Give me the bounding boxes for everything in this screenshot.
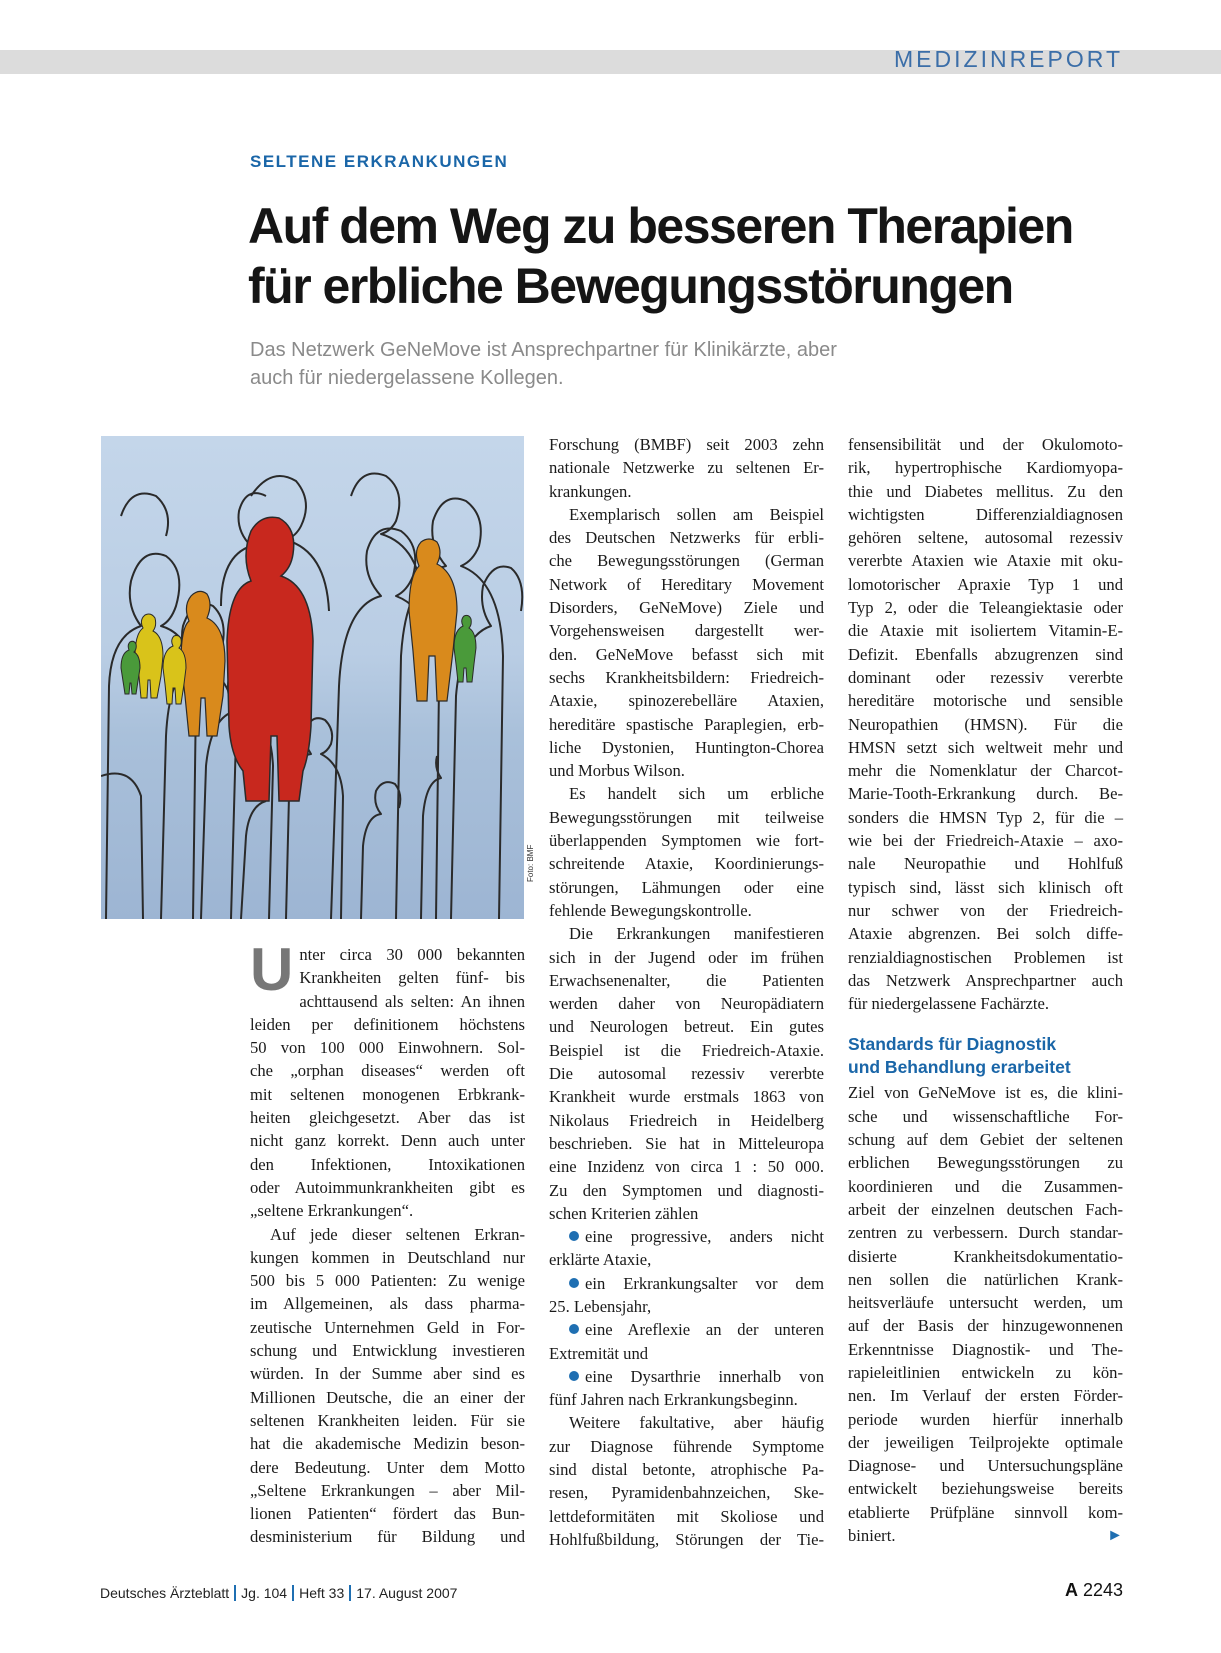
text-line: leiden per definitionem höchstens <box>250 1014 525 1034</box>
text-line: und Neurologen betreut. Ein gutes <box>549 1017 824 1037</box>
text-line: sche und wissenschaftliche For- <box>848 1106 1123 1126</box>
article-column-3 <box>848 433 1123 1547</box>
text-line: nter circa 30 000 bekannten <box>299 945 525 964</box>
text-line: lettdeformitäten mit Skoliose und <box>549 1506 824 1526</box>
text-line: Millionen Deutsche, die an einer der <box>250 1387 525 1407</box>
text-line: der jeweiligen Teilprojekte optimale <box>848 1432 1123 1452</box>
page-number <box>1065 1580 1123 1601</box>
text-line: Weitere fakultative, aber häufig <box>569 1413 824 1433</box>
headline-line-2: für erbliche Bewegungsstörungen <box>248 258 1013 314</box>
text-line: schung auf dem Gebiet der seltenen <box>848 1130 1123 1150</box>
text-line: hereditäre motorische und sensible <box>848 691 1123 711</box>
text-line: hereditäre spastische Paraplegien, erb- <box>549 714 824 734</box>
text-line: oder Autoimmunkrankheiten gibt es <box>250 1177 525 1197</box>
text-line: Vorgehensweisen dargestellt wer- <box>549 621 824 641</box>
lead-line-1: Das Netzwerk GeNeMove ist Ansprechpartner für Klinikärzte, aber <box>250 339 837 361</box>
text-line: Diagnose- und Untersuchungspläne <box>848 1456 1123 1476</box>
text-line: Exemplarisch sollen am Beispiel <box>569 504 824 524</box>
section-heading-line-2: und Behandlung erarbeitet <box>848 1057 1071 1078</box>
text-line: den. GeNeMove befasst sich mit <box>549 644 824 664</box>
text-line: Ataxie, spinozerebelläre Ataxien, <box>549 691 824 711</box>
text-line: Nikolaus Friedreich in Heidelberg <box>549 1110 824 1130</box>
text-line: den Infektionen, Intoxikationen <box>250 1154 525 1174</box>
text-line: Forschung (BMBF) seit 2003 zehn <box>549 435 824 454</box>
text-line: HMSN setzt sich weltweit mehr und <box>848 737 1123 757</box>
text-line: Hohlfußbildung, Störungen der Tie- <box>549 1529 824 1549</box>
text-line: „seltene Erkrankungen“. <box>250 1201 414 1221</box>
paragraph <box>549 922 824 1225</box>
text-line: Ziel von GeNeMove ist es, die klini- <box>848 1083 1123 1103</box>
text-line: heiten gleichgesetzt. Aber das ist <box>250 1108 525 1128</box>
text-line: die Ataxie mit isoliertem Vitamin-E- <box>848 621 1123 641</box>
text-line: Erkenntnisse Diagnostik- und The- <box>848 1339 1123 1359</box>
text-line: seltenen Krankheiten leiden. Für sie <box>250 1410 525 1430</box>
text-line: eine Inzidenz von circa 1 : 50 000. <box>549 1157 824 1177</box>
text-line: periode wurden hierfür innerhalb <box>848 1409 1123 1429</box>
text-line: mehr die Nomenklatur der Charcot- <box>848 761 1123 781</box>
text-line: zur Diagnose führende Symptome <box>549 1436 824 1456</box>
text-line: sechs Krankheitsbildern: Friedreich- <box>549 667 824 687</box>
section-heading <box>848 1033 1123 1079</box>
text-line: würden. In der Summe aber sind es <box>250 1364 525 1384</box>
text-line: Zu den Symptomen und diagnosti- <box>549 1180 824 1200</box>
text-line: nationale Netzwerke zu seltenen Er- <box>549 458 824 478</box>
text-line: typisch sind, lässt sich klinisch oft <box>848 877 1123 897</box>
text-line: che „orphan diseases“ werden oft <box>250 1061 525 1081</box>
text-line: Marie-Tooth-Erkrankung durch. Be- <box>848 784 1123 804</box>
text-line: fensensibilität und der Okulomoto- <box>848 435 1123 454</box>
text-line: desministerium für Bildung und <box>250 1527 525 1547</box>
footer-separator <box>292 1585 294 1601</box>
text-line: Disorders, GeNeMove) Ziele und <box>549 598 824 618</box>
headline-line-1: Auf dem Weg zu besseren Therapien <box>248 198 1073 254</box>
text-line: Network of Hereditary Movement <box>549 574 824 594</box>
bullet-icon <box>569 1324 579 1334</box>
text-line: sonders die HMSN Typ 2, für die – <box>848 807 1123 827</box>
paragraph <box>549 782 824 922</box>
text-line: resen, Pyramidenbahnzeichen, Ske- <box>549 1483 824 1503</box>
paragraph <box>549 503 824 783</box>
journal-name: Deutsches Ärzteblatt <box>100 1585 230 1601</box>
article-headline <box>248 196 1148 316</box>
text-line: heitsverläufe untersucht werden, um <box>848 1293 1123 1313</box>
section-label: MEDIZINREPORT <box>894 46 1123 72</box>
photo-credit: Foto: BMF <box>526 844 535 882</box>
text-line: entwickelt beziehungsweise bereits <box>848 1479 1123 1499</box>
list-item: ein Erkrankungsalter vor dem <box>549 1272 824 1295</box>
journal-volume: Jg. 104 <box>241 1585 288 1601</box>
article-illustration <box>101 436 524 919</box>
text-line: rapieleitlinien entwickeln zu kön- <box>848 1362 1123 1382</box>
text-line: und Morbus Wilson. <box>549 761 685 781</box>
text-line: hat die akademische Medizin beson- <box>250 1434 525 1454</box>
text-line: nale Neuropathie und Hohlfuß <box>848 854 1123 874</box>
text-line: das Netzwerk Ansprechpartner auch <box>848 970 1123 990</box>
text-line: sich in der Jugend oder im frühen <box>549 947 824 967</box>
crowd-illustration <box>101 436 524 919</box>
footer-separator <box>234 1585 236 1601</box>
text-line: Die Erkrankungen manifestieren <box>569 924 824 944</box>
text-line: wichtigsten Differenzialdiagnosen <box>848 504 1123 524</box>
text-line: mit seltenen monogenen Erbkrank- <box>250 1084 525 1104</box>
section-heading-line-1: Standards für Diagnostik <box>848 1034 1057 1055</box>
text-line: Neuropathien (HMSN). Für die <box>848 714 1123 734</box>
text-line: Krankheiten gelten fünf- bis <box>299 968 525 988</box>
paragraph <box>848 433 1123 1015</box>
text-line: liche Dystonien, Huntington-Chorea <box>549 737 824 757</box>
paragraph <box>549 1411 824 1551</box>
page-footer <box>100 1585 457 1601</box>
text-line: disierte Krankheitsdokumentatio- <box>848 1246 1123 1266</box>
text-line: schung und Entwicklung investieren <box>250 1341 525 1361</box>
list-item: eine Dysarthrie innerhalb von <box>549 1365 824 1388</box>
text-line: nen. Im Verlauf der ersten Förder- <box>848 1386 1123 1406</box>
text-line: Auf jede dieser seltenen Erkran- <box>270 1224 525 1244</box>
text-line: auf der Basis der hinzugewonnenen <box>848 1316 1123 1336</box>
text-line: schreitende Ataxie, Koordinierungs- <box>549 854 824 874</box>
journal-date: 17. August 2007 <box>356 1585 458 1601</box>
text-line: erklärte Ataxie, <box>549 1250 652 1270</box>
article-column-2 <box>549 433 824 1551</box>
text-line: 25. Lebensjahr, <box>549 1296 652 1316</box>
text-line: überlappenden Symptomen wie fort- <box>549 831 824 851</box>
text-line: fehlende Bewegungskontrolle. <box>549 900 752 920</box>
text-line: Bewegungsstörungen mit teilweise <box>549 807 824 827</box>
text-line: werden daher von Neuropädiatern <box>549 994 824 1014</box>
text-line: störungen, Lähmungen oder eine <box>549 877 824 897</box>
text-line: lionen Patienten“ fördert das Bun- <box>250 1504 525 1524</box>
text-line: sind distal betonte, atrophische Pa- <box>549 1460 824 1480</box>
text-line: fünf Jahren nach Erkrankungsbeginn. <box>549 1390 798 1410</box>
text-line: kungen kommen in Deutschland nur <box>250 1247 525 1267</box>
yellow-figures <box>135 614 186 704</box>
bullet-icon <box>569 1231 579 1241</box>
text-line: 50 von 100 000 Einwohnern. Sol- <box>250 1038 525 1058</box>
text-line: Ataxie abgrenzen. Bei solch diffe- <box>848 924 1123 944</box>
text-line: für niedergelassene Fachärzte. <box>848 994 1050 1014</box>
text-line: schen Kriterien zählen <box>549 1203 699 1223</box>
red-figure <box>227 517 313 801</box>
text-line: Typ 2, oder die Teleangiektasie oder <box>848 598 1123 618</box>
list-item: eine Areflexie an der unteren <box>549 1318 824 1341</box>
bullet-icon <box>569 1278 579 1288</box>
text-line: gehören seltene, autosomal rezessiv <box>848 528 1123 548</box>
text-line: erblichen Bewegungsstörungen zu <box>848 1153 1123 1173</box>
text-line: des Deutschen Netzwerks für erbli- <box>549 528 824 548</box>
text-line: renzialdiagnostischen Problemen ist <box>848 947 1123 967</box>
text-line: thie und Diabetes mellitus. Zu den <box>848 481 1123 501</box>
page-prefix: A <box>1064 1580 1078 1600</box>
text-line: nicht ganz korrekt. Denn auch unter <box>250 1131 525 1151</box>
continue-arrow-icon: ► <box>1107 1527 1123 1545</box>
text-line: nur schwer von der Friedreich- <box>848 900 1123 920</box>
footer-separator <box>349 1585 351 1601</box>
text-line: Defizit. Ebenfalls abzugrenzen sind <box>848 644 1123 664</box>
text-line: Die autosomal rezessiv vererbte <box>549 1064 824 1084</box>
text-line: Es handelt sich um erbliche <box>569 784 824 804</box>
page-number-value: 2243 <box>1082 1580 1123 1600</box>
text-line: beschrieben. Sie hat in Mitteleuropa <box>549 1133 824 1153</box>
text-line: dominant oder rezessiv vererbte <box>848 667 1123 687</box>
paragraph <box>549 433 824 503</box>
text-line: arbeit der einzelnen deutschen Fach- <box>848 1199 1123 1219</box>
text-line: che Bewegungsstörungen (German <box>549 551 824 571</box>
journal-issue: Heft 33 <box>299 1585 345 1601</box>
lead-line-2: auch für niedergelassene Kollegen. <box>250 367 564 389</box>
text-line: rik, hypertrophische Kardiomyopa- <box>848 458 1123 478</box>
text-line: 500 bis 5 000 Patienten: Zu wenige <box>250 1271 525 1291</box>
text-line: achttausend als selten: An ihnen <box>299 991 525 1011</box>
drop-cap: U <box>250 936 294 1003</box>
text-line: zentren zu verbessern. Durch standar- <box>848 1223 1123 1243</box>
text-line: Krankheit wurde erstmals 1863 von <box>549 1087 824 1107</box>
text-line: zeutische Unternehmen Geld in For- <box>250 1317 525 1337</box>
article-kicker: SELTENE ERKRANKUNGEN <box>250 152 509 171</box>
text-line: im Allgemeinen, als dass pharma- <box>250 1294 525 1314</box>
bullet-icon <box>569 1371 579 1381</box>
text-line: Erwachsenenalter, die Patienten <box>549 970 824 990</box>
text-line: wie bei der Friedreich-Ataxie – axo- <box>848 831 1123 851</box>
text-line: biniert. ► <box>848 1524 1123 1547</box>
text-line: vererbte Ataxien wie Ataxie mit oku- <box>848 551 1123 571</box>
text-line: Beispiel ist die Friedreich-Ataxie. <box>549 1040 824 1060</box>
paragraph <box>848 1081 1123 1547</box>
text-line: koordinieren und die Zusammen- <box>848 1176 1123 1196</box>
paragraph <box>250 1223 525 1549</box>
article-lead <box>250 336 950 392</box>
text-line: Extremität und <box>549 1343 649 1363</box>
article-column-1 <box>250 936 525 1549</box>
list-item: eine progressive, anders nicht <box>549 1225 824 1248</box>
text-line: lomotorischer Apraxie Typ 1 und <box>848 574 1123 594</box>
text-line: nen sollen die natürlichen Krank- <box>848 1269 1123 1289</box>
text-line: dere Bedeutung. Unter dem Motto <box>250 1457 525 1477</box>
criteria-list <box>549 1225 824 1411</box>
text-line: etablierte Prüfpläne sinnvoll kom- <box>848 1502 1123 1522</box>
text-line: „Seltene Erkrankungen – aber Mil- <box>250 1480 525 1500</box>
text-line: krankungen. <box>549 481 632 501</box>
